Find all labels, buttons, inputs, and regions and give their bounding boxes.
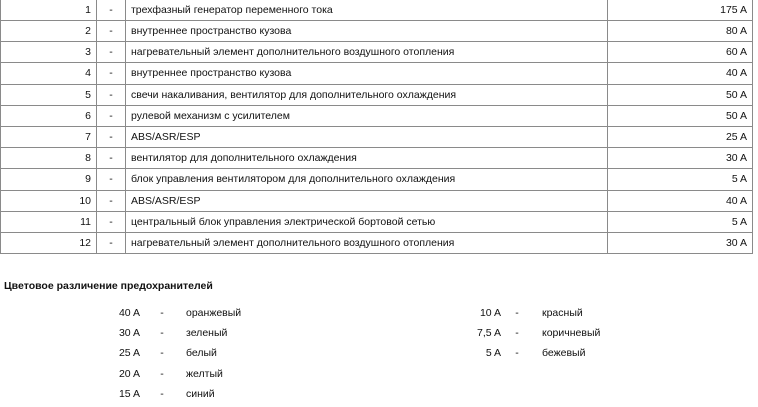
legend-dash: - bbox=[160, 327, 164, 339]
table-row bbox=[1, 84, 753, 105]
table-row bbox=[1, 148, 753, 169]
fuse-amperage: 50 A bbox=[608, 105, 753, 126]
legend-item bbox=[0, 346, 380, 360]
legend-color: бежевый bbox=[542, 347, 586, 359]
fuse-dash: - bbox=[97, 169, 126, 190]
legend-dash: - bbox=[515, 307, 519, 319]
fuse-number: 3 bbox=[1, 42, 97, 63]
table-row bbox=[1, 126, 753, 147]
fuse-number: 10 bbox=[1, 190, 97, 211]
fuse-dash: - bbox=[97, 105, 126, 126]
fuse-amperage: 175 A bbox=[608, 0, 753, 21]
legend-amp: 40 A bbox=[118, 307, 140, 319]
fuse-description: трехфазный генератор переменного тока bbox=[126, 0, 608, 21]
fuse-amperage: 40 A bbox=[608, 190, 753, 211]
fuse-dash: - bbox=[97, 63, 126, 84]
legend-item bbox=[380, 306, 750, 320]
table-row bbox=[1, 0, 753, 21]
legend-dash: - bbox=[160, 368, 164, 380]
fuse-dash: - bbox=[97, 148, 126, 169]
legend-amp: 15 A bbox=[118, 388, 140, 400]
fuse-amperage: 25 A bbox=[608, 126, 753, 147]
table-row bbox=[1, 42, 753, 63]
fuse-amperage: 5 A bbox=[608, 211, 753, 232]
fuse-number: 11 bbox=[1, 211, 97, 232]
legend-item bbox=[380, 326, 750, 340]
legend-amp: 25 A bbox=[118, 347, 140, 359]
legend-item bbox=[0, 306, 380, 320]
fuse-amperage: 5 A bbox=[608, 169, 753, 190]
table-row bbox=[1, 105, 753, 126]
fuse-description: свечи накаливания, вентилятор для дополнительного охлаждения bbox=[126, 84, 608, 105]
fuse-dash: - bbox=[97, 126, 126, 147]
legend-color: красный bbox=[542, 307, 583, 319]
legend-item bbox=[0, 387, 380, 401]
fuse-dash: - bbox=[97, 232, 126, 253]
fuse-amperage: 80 A bbox=[608, 21, 753, 42]
legend-color: желтый bbox=[186, 368, 223, 380]
fuse-amperage: 30 A bbox=[608, 148, 753, 169]
table-row bbox=[1, 169, 753, 190]
fuse-number: 9 bbox=[1, 169, 97, 190]
legend-amp: 5 A bbox=[485, 347, 501, 359]
legend-color: синий bbox=[186, 388, 215, 400]
legend-dash: - bbox=[515, 347, 519, 359]
legend-item bbox=[0, 326, 380, 340]
legend-item bbox=[380, 346, 750, 360]
fuse-description: нагревательный элемент дополнительного воздушного отопления bbox=[126, 42, 608, 63]
legend-color: зеленый bbox=[186, 327, 228, 339]
color-legend-title: Цветовое различение предохранителей bbox=[4, 280, 213, 292]
table-row bbox=[1, 21, 753, 42]
legend-color: коричневый bbox=[542, 327, 601, 339]
fuse-dash: - bbox=[97, 190, 126, 211]
fuse-description: ABS/ASR/ESP bbox=[126, 126, 608, 147]
fuse-dash: - bbox=[97, 0, 126, 21]
legend-dash: - bbox=[160, 307, 164, 319]
table-row bbox=[1, 211, 753, 232]
fuse-amperage: 30 A bbox=[608, 232, 753, 253]
table-row bbox=[1, 190, 753, 211]
legend-amp: 30 A bbox=[118, 327, 140, 339]
legend-color: оранжевый bbox=[186, 307, 242, 319]
fuse-number: 4 bbox=[1, 63, 97, 84]
fuse-description: ABS/ASR/ESP bbox=[126, 190, 608, 211]
fuse-number: 8 bbox=[1, 148, 97, 169]
fuse-amperage: 50 A bbox=[608, 84, 753, 105]
legend-dash: - bbox=[160, 347, 164, 359]
table-row bbox=[1, 63, 753, 84]
fuse-dash: - bbox=[97, 42, 126, 63]
fuse-description: внутреннее пространство кузова bbox=[126, 63, 608, 84]
table-row bbox=[1, 232, 753, 253]
legend-dash: - bbox=[160, 388, 164, 400]
legend-color: белый bbox=[186, 347, 217, 359]
fuse-description: внутреннее пространство кузова bbox=[126, 21, 608, 42]
legend-amp: 10 A bbox=[479, 307, 501, 319]
fuse-description: нагревательный элемент дополнительного воздушного отопления bbox=[126, 232, 608, 253]
fuse-number: 12 bbox=[1, 232, 97, 253]
fuse-dash: - bbox=[97, 84, 126, 105]
fuse-dash: - bbox=[97, 21, 126, 42]
fuse-dash: - bbox=[97, 211, 126, 232]
fuse-number: 2 bbox=[1, 21, 97, 42]
fuse-number: 1 bbox=[1, 0, 97, 21]
fuse-description: центральный блок управления электрической бортовой сетью bbox=[126, 211, 608, 232]
legend-dash: - bbox=[515, 327, 519, 339]
fuse-description: блок управления вентилятором для дополнительного охлаждения bbox=[126, 169, 608, 190]
legend-amp: 20 A bbox=[118, 368, 140, 380]
fuse-number: 6 bbox=[1, 105, 97, 126]
fuse-amperage: 60 A bbox=[608, 42, 753, 63]
legend-amp: 7,5 A bbox=[477, 327, 501, 339]
fuse-amperage: 40 A bbox=[608, 63, 753, 84]
fuse-description: рулевой механизм с усилителем bbox=[126, 105, 608, 126]
legend-item bbox=[0, 367, 380, 381]
fuse-number: 7 bbox=[1, 126, 97, 147]
fuse-number: 5 bbox=[1, 84, 97, 105]
fuse-description: вентилятор для дополнительного охлаждения bbox=[126, 148, 608, 169]
